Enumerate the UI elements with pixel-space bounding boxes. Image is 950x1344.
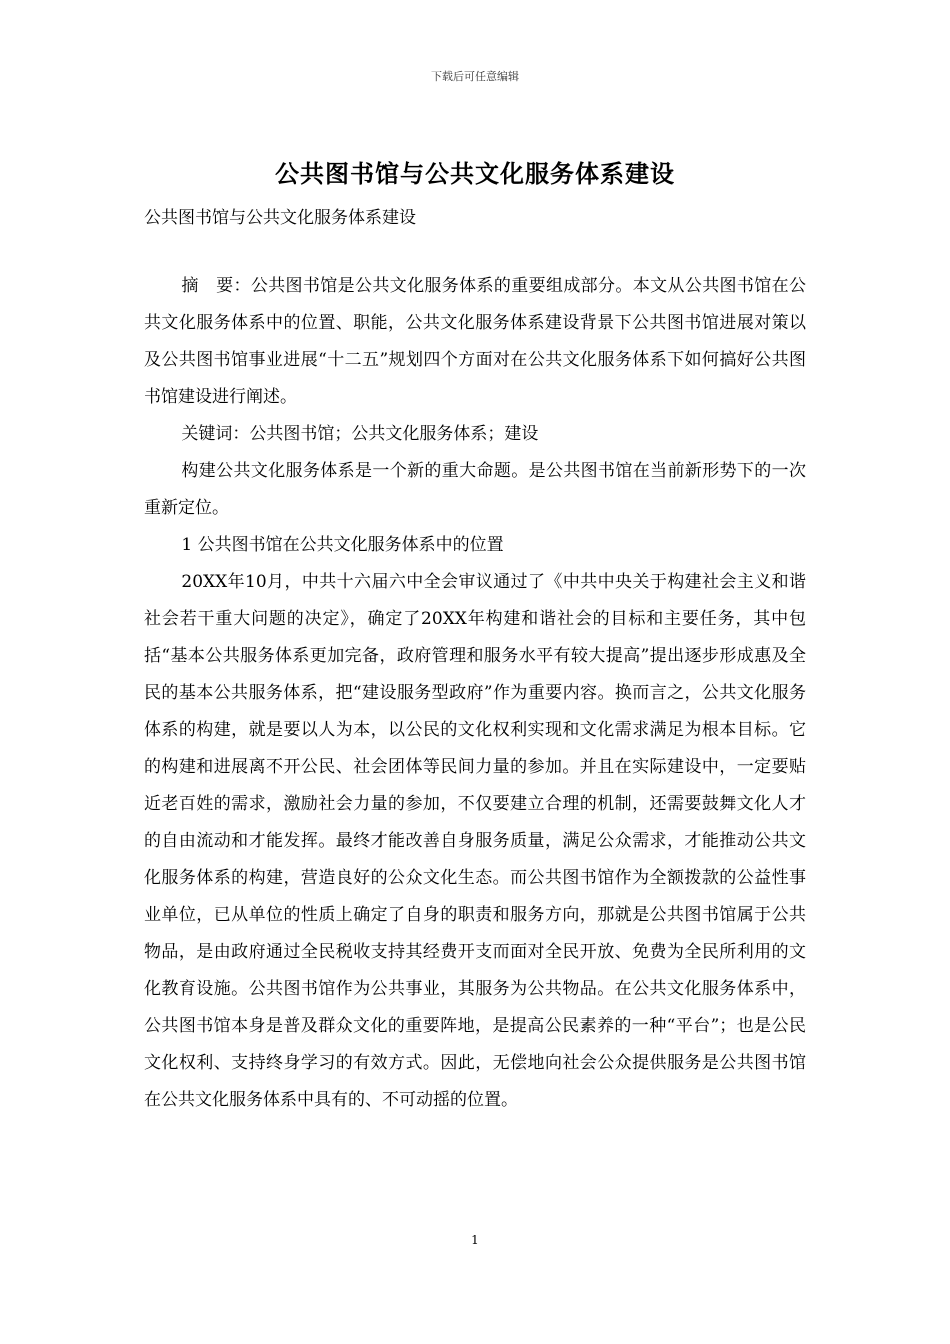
document-title: 公共图书馆与公共文化服务体系建设 [275,159,675,188]
document-subtitle: 公共图书馆与公共文化服务体系建设 [144,208,416,228]
section-heading: 1 公共图书馆在公共文化服务体系中的位置 [181,535,504,555]
abstract-paragraph: 摘 要：公共图书馆是公共文化服务体系的重要组成部分。本文从公共图书馆在公共文化服务体系中的位置、职能，公共文化服务体系建设背景下公共图书馆进展对策以及公共图书馆事业进展“十二五”规划四个方面对在公共文化服务体系下如何搞好公共图书馆建设进行阐述。 [144,276,806,407]
header-note: 下载后可任意编辑 [431,70,519,83]
page-number: 1 [471,1233,479,1247]
keywords-paragraph: 关键词：公共图书馆；公共文化服务体系；建设 [181,424,539,444]
document-body [144,200,806,1119]
intro-paragraph: 构建公共文化服务体系是一个新的重大命题。是公共图书馆在当前新形势下的一次重新定位。 [144,461,806,518]
body-paragraph: 20XX年10月，中共十六届六中全会审议通过了《中共中央关于构建社会主义和谐社会若干重大问题的决定》，确定了20XX年构建和谐社会的目标和主要任务，其中包括“基本公共服务体系更加完备，政府管理和服务水平有较大提高”提出逐步形成惠及全民的基本公共服务体系，把“建设服务型政府”作为重要内容。换而言之，公共文化服务体系的构建，就是要以人为本，以公民的文化权利实现和文化需求满足为根本目标。它的构建和进展离不开公民、社会团体等民间力量的参加。并且在实际建设中，一定要贴近老百姓的需求，激励社会力量的参加，不仅要建立合理的机制，还需要鼓舞文化人才的自由流动和才能发挥。最终才能改善自身服务质量，满足公众需求，才能推动公共文化服务体系的构建，营造良好的公众文化生态。而公共图书馆作为全额拨款的公益性事业单位，已从单位的性质上确定了自身的职责和服务方向，那就是公共图书馆属于公共物品，是由政府通过全民税收支持其经费开支而面对全民开放、免费为全民所利用的文化教育设施。公共图书馆作为公共事业，其服务为公共物品。在公共文化服务体系中，公共图书馆本身是普及群众文化的重要阵地，是提高公民素养的一种“平台”；也是公民文化权利、支持终身学习的有效方式。因此，无偿地向社会公众提供服务是公共图书馆在公共文化服务体系中具有的、不可动摇的位置。 [144,572,806,1110]
